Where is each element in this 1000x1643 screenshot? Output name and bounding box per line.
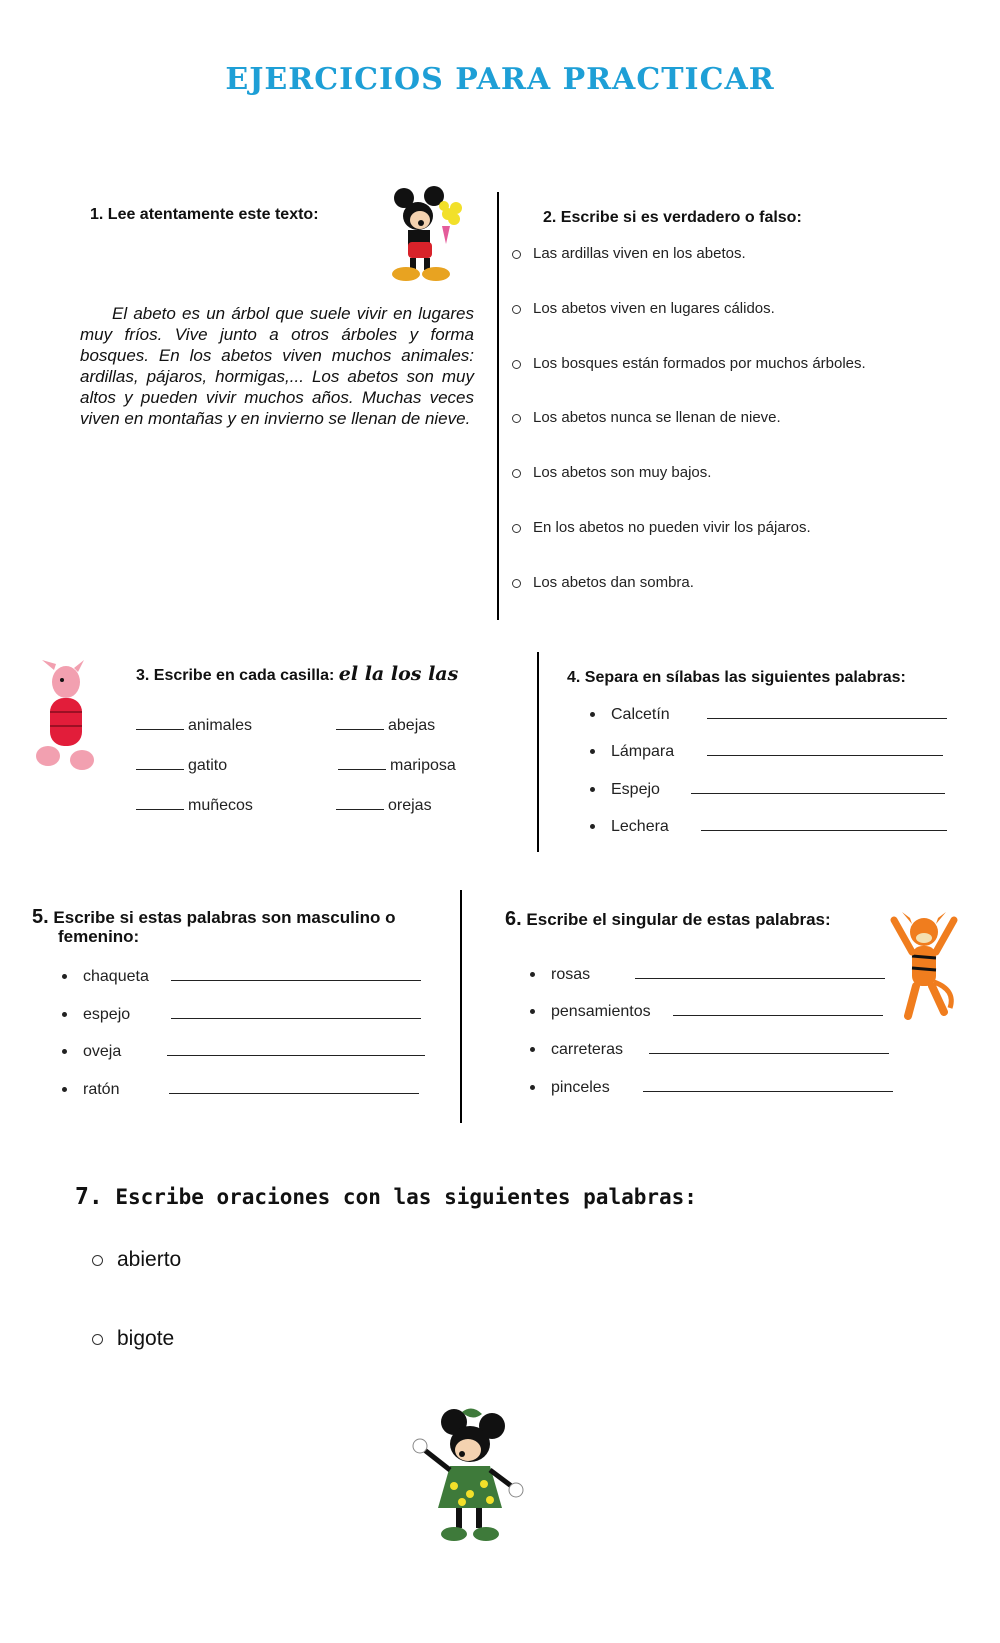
ex2-item: Los bosques están formados por muchos árboles. [512, 355, 866, 372]
ex4-word: Lechera [590, 818, 947, 836]
answer-line[interactable] [649, 1053, 889, 1054]
answer-line[interactable] [673, 1015, 883, 1016]
ex6-word: pinceles [530, 1079, 893, 1097]
bullet-icon [530, 972, 535, 977]
answer-line[interactable] [171, 1018, 421, 1019]
answer-line[interactable] [707, 755, 943, 756]
ex6-word: pensamientos [530, 1003, 883, 1021]
blank-line[interactable] [338, 769, 386, 770]
piglet-illustration [34, 660, 98, 780]
blank-line[interactable] [336, 729, 384, 730]
ex3-word: muñecos [136, 797, 253, 815]
ex2-item: Los abetos nunca se llenan de nieve. [512, 409, 781, 426]
mickey-illustration [390, 186, 470, 286]
ex3-heading: 3. Escribe en cada casilla: el la los las [136, 663, 459, 685]
ex5-word: ratón [62, 1081, 419, 1099]
ex7-word: bigote [92, 1327, 174, 1351]
ex2-item: Los abetos viven en lugares cálidos. [512, 300, 775, 317]
ex2-item: Los abetos son muy bajos. [512, 464, 711, 481]
ex5-word: chaqueta [62, 968, 421, 986]
answer-line[interactable] [169, 1093, 419, 1094]
circle-bullet-icon [512, 524, 521, 533]
blank-line[interactable] [136, 769, 184, 770]
divider-3-4 [537, 652, 539, 852]
divider-5-6 [460, 890, 462, 1123]
circle-bullet-icon [512, 469, 521, 478]
ex2-item: Los abetos dan sombra. [512, 574, 694, 591]
ex4-word: Lámpara [590, 743, 943, 761]
blank-line[interactable] [136, 729, 184, 730]
circle-bullet-icon [512, 305, 521, 314]
ex3-word: gatito [136, 757, 227, 775]
ex3-word: animales [136, 717, 252, 735]
circle-bullet-icon [92, 1334, 103, 1345]
bullet-icon [62, 974, 67, 979]
ex3-word: orejas [336, 797, 432, 815]
minnie-illustration [410, 1404, 526, 1550]
bullet-icon [530, 1047, 535, 1052]
bullet-icon [62, 1087, 67, 1092]
answer-line[interactable] [167, 1055, 425, 1056]
blank-line[interactable] [336, 809, 384, 810]
bullet-icon [62, 1012, 67, 1017]
divider-1-2 [497, 192, 499, 620]
ex5-word: oveja [62, 1043, 425, 1061]
ex1-text: El abeto es un árbol que suele vivir en lugares muy fríos. Vive junto a otros árboles y forma bosques. En los abetos viven muchos animales: ardillas, pájaros, hormigas,... Los abetos son muy altos y pueden vivir muchos años. Muchas veces viven en montañas y en invierno se llenan de nieve. [80, 304, 474, 428]
blank-line[interactable] [136, 809, 184, 810]
circle-bullet-icon [512, 250, 521, 259]
circle-bullet-icon [92, 1255, 103, 1266]
circle-bullet-icon [512, 360, 521, 369]
ex4-word: Calcetín [590, 706, 947, 724]
answer-line[interactable] [643, 1091, 893, 1092]
ex2-item: Las ardillas viven en los abetos. [512, 245, 746, 262]
ex1-heading: 1. Lee atentamente este texto: [90, 206, 319, 223]
page-title: EJERCICIOS PARA PRACTICAR [225, 62, 775, 97]
bullet-icon [530, 1085, 535, 1090]
bullet-icon [530, 1009, 535, 1014]
ex7-heading: 7. Escribe oraciones con las siguientes palabras: [75, 1184, 697, 1210]
answer-line[interactable] [171, 980, 421, 981]
ex2-item: En los abetos no pueden vivir los pájaros. [512, 519, 811, 536]
ex5-word: espejo [62, 1006, 421, 1024]
ex3-articles: el la los las [338, 663, 459, 685]
bullet-icon [590, 787, 595, 792]
bullet-icon [62, 1049, 67, 1054]
bullet-icon [590, 824, 595, 829]
ex6-heading: 6. Escribe el singular de estas palabras: [505, 908, 831, 930]
tigger-illustration [890, 912, 960, 1022]
ex4-heading: 4. Separa en sílabas las siguientes palabras: [567, 669, 906, 686]
ex6-word: carreteras [530, 1041, 889, 1059]
answer-line[interactable] [701, 830, 947, 831]
ex3-word: abejas [336, 717, 435, 735]
ex6-word: rosas [530, 966, 885, 984]
ex7-word: abierto [92, 1248, 181, 1272]
answer-line[interactable] [707, 718, 947, 719]
circle-bullet-icon [512, 579, 521, 588]
ex5-heading: 5. Escribe si estas palabras son masculino o [32, 906, 396, 928]
answer-line[interactable] [691, 793, 945, 794]
circle-bullet-icon [512, 414, 521, 423]
ex5-heading-line2: femenino: [58, 927, 140, 946]
ex2-heading: 2. Escribe si es verdadero o falso: [543, 209, 802, 226]
bullet-icon [590, 712, 595, 717]
ex3-word: mariposa [338, 757, 456, 775]
ex4-word: Espejo [590, 781, 945, 799]
bullet-icon [590, 749, 595, 754]
answer-line[interactable] [635, 978, 885, 979]
